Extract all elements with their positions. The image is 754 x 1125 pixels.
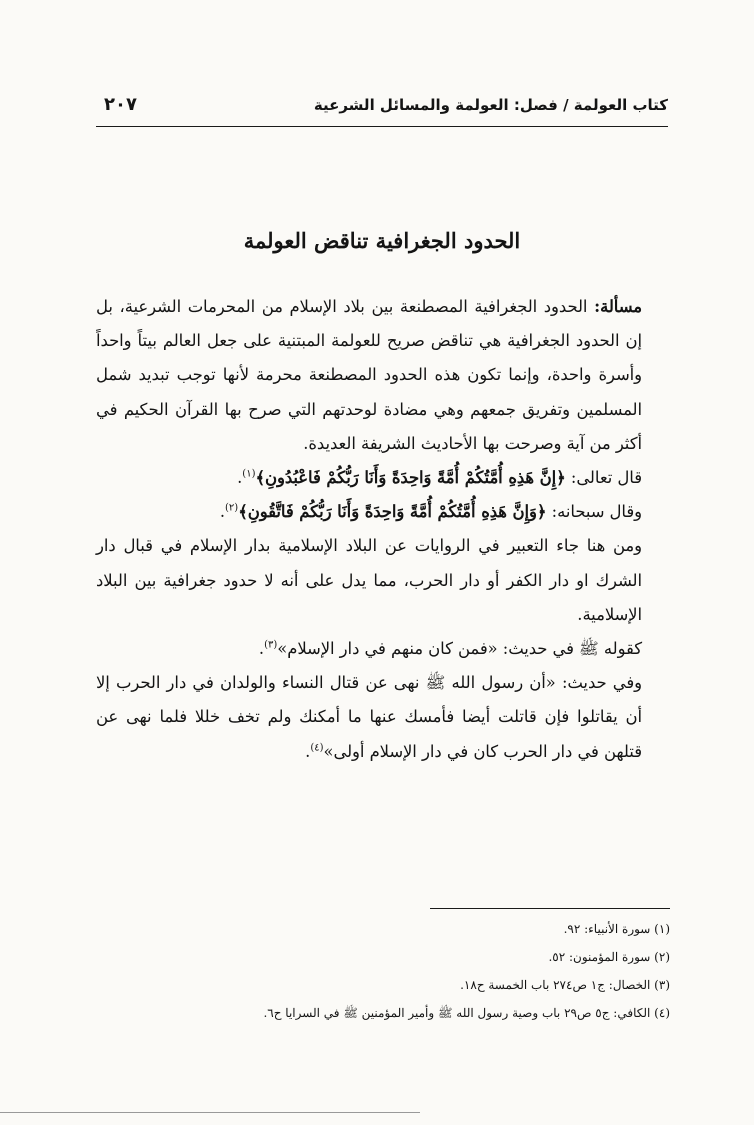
body-text xyxy=(96,290,670,769)
footnote: (٤) الكافي: ج٥ ص٢٩ باب وصية رسول الله ﷺ وأمير المؤمنين ﷺ في السرايا ح٦. xyxy=(263,1006,670,1020)
scan-edge-line xyxy=(0,1112,420,1113)
hadith-text: وفي حديث: «أن رسول الله ﷺ نهى عن قتال النساء والولدان في دار الحرب إلا أن يقاتلوا فإن قاتلت أيضا فأمسك عنها ما أمكنك ولم تخف خللا فلما نهى عن قتلهن في دار الحرب كان في دار الإسلام أولى» xyxy=(96,673,642,761)
footnote-ref: (٢) xyxy=(225,502,239,514)
paragraph-text: الحدود الجغرافية المصطنعة بين بلاد الإسلام من المحرمات الشرعية، بل إن الحدود الجغرافية هي تناقض صريح للعولمة المبتنية على جعل العالم بيتاً واحداً وأسرة واحدة، وإنما تكون هذه الحدود المصطنعة محرمة لأنها توجب تبديد شمل المسلمين وتفريق جمعهم وهي مضادة لوحدتهم التي صرح بها القرآن الحكيم في أكثر من آية وصرحت بها الأحاديث الشريفة العديدة. xyxy=(96,297,642,453)
paragraph-verse-2 xyxy=(96,495,670,529)
footnote: (٣) الخصال: ج١ ص٢٧٤ باب الخمسة ح١٨. xyxy=(460,978,670,992)
paragraph-masala xyxy=(96,290,670,461)
paragraph-hadith-1 xyxy=(96,632,670,666)
footnote-ref: (٤) xyxy=(310,742,324,754)
footnote: (٢) سورة المؤمنون: ٥٢. xyxy=(548,950,670,964)
hadith-text: كقوله ﷺ في حديث: «فمن كان منهم في دار الإسلام» xyxy=(277,639,642,659)
verse-intro: قال تعالى: xyxy=(565,468,642,488)
footnotes xyxy=(96,915,670,1027)
header-divider xyxy=(96,126,668,127)
paragraph-hadith-2 xyxy=(96,666,670,769)
paragraph-verse-1 xyxy=(96,461,670,495)
masala-label: مسألة: xyxy=(594,297,642,316)
verse-intro: وقال سبحانه: xyxy=(546,502,642,522)
footnote-ref: (١) xyxy=(242,468,256,480)
paragraph-dar-al-islam: ومن هنا جاء التعبير في الروايات عن البلاد الإسلامية بدار الإسلام في قبال دار الشرك او دار الكفر أو دار الحرب، مما يدل على أنه لا حدود جغرافية بين البلاد الإسلامية. xyxy=(96,536,642,624)
quran-verse: ﴿وَإِنَّ هَذِهِ أُمَّتُكُمْ أُمَّةً وَاحِدَةً وَأَنَا رَبُّكُمْ فَاتَّقُونِ﴾ xyxy=(238,502,547,522)
chapter-title: الحدود الجغرافية تناقض العولمة xyxy=(243,228,521,253)
page-number: ٢٠٧ xyxy=(104,94,137,115)
footnote-ref: (٣) xyxy=(264,639,278,651)
footnote: (١) سورة الأنبياء: ٩٢. xyxy=(563,922,670,936)
period: . xyxy=(258,639,265,659)
period: . xyxy=(237,468,243,488)
header-title: كتاب العولمة / فصل: العولمة والمسائل الشرعية xyxy=(313,96,668,114)
period: . xyxy=(219,502,226,522)
running-header xyxy=(96,92,668,126)
quran-verse: ﴿إِنَّ هَذِهِ أُمَّتُكُمْ أُمَّةً وَاحِدَةً وَأَنَا رَبُّكُمْ فَاعْبُدُونِ﴾ xyxy=(255,468,566,488)
period: . xyxy=(305,741,311,761)
footnote-divider xyxy=(430,908,670,909)
